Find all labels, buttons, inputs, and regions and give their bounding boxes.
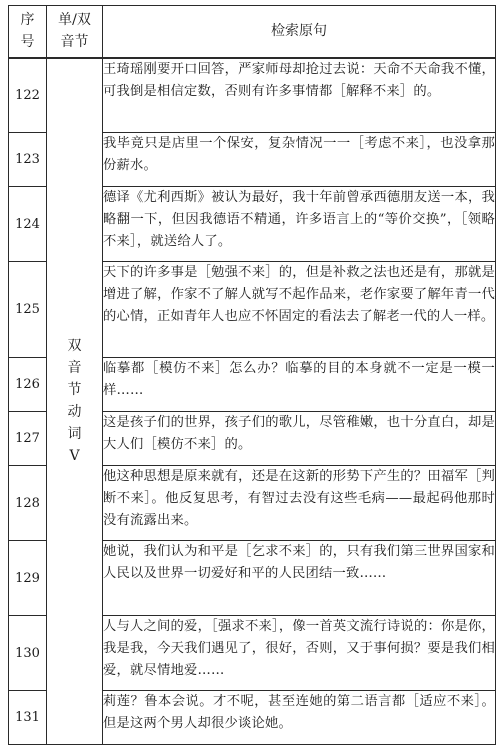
header-source-sentence: 检索原句 bbox=[103, 6, 496, 58]
header-syllable-type bbox=[47, 6, 103, 58]
row-number: 124 bbox=[9, 187, 47, 262]
row-sentence: 人与人之间的爱，［强求不来］，像一首英文流行诗说的：你是你，我是我，今天我们遇见了，很好，否则，又于事何损？要是我们相爱，就尽情地爱…… bbox=[103, 616, 496, 691]
row-sentence: 她说，我们认为和平是［乞求不来］的，只有我们第三世界国家和人民以及世界一切爱好和平的人民团结一致…… bbox=[103, 541, 496, 616]
row-sentence: 德译《尤利西斯》被认为最好，我十年前曾承西德朋友送一本，我略翻一下，但因我德语不精通，许多语言上的“等价交换”，［领略不来］，就送给人了。 bbox=[103, 187, 496, 262]
row-number: 128 bbox=[9, 466, 47, 541]
table-row bbox=[9, 58, 496, 133]
row-number: 122 bbox=[9, 58, 47, 133]
row-sentence: 王琦瑶刚要开口回答，严家师母却抢过去说：天命不天命我不懂，可我倒是相信定数，否则有许多事情都［解释不来］的。 bbox=[103, 58, 496, 133]
corpus-table bbox=[8, 5, 496, 745]
header-serial-line2: 号 bbox=[20, 34, 35, 51]
row-sentence: 天下的许多事是［勉强不来］的，但是补救之法也还是有，那就是增进了解，作家不了解人就写不起作品来，老作家要了解年青一代的心情，正如青年人也应不怀固定的看法去了解老一代的人一样。 bbox=[103, 262, 496, 358]
category-char: 节 bbox=[67, 382, 82, 399]
row-sentence: 临摹都［模仿不来］怎么办？临摹的目的本身就不一定是一模一样…… bbox=[103, 358, 496, 412]
row-sentence: 这是孩子们的世界，孩子们的歌儿，尽管稚嫩，也十分直白，却是大人们［模仿不来］的。 bbox=[103, 412, 496, 466]
category-char: 双 bbox=[67, 338, 82, 355]
row-number: 129 bbox=[9, 541, 47, 616]
row-sentence: 我毕竟只是店里一个保安，复杂情况一一［考虑不来］，也没拿那份薪水。 bbox=[103, 133, 496, 187]
header-serial-no bbox=[9, 6, 47, 58]
category-char: 动 bbox=[67, 404, 82, 421]
table-header-row bbox=[9, 6, 496, 58]
category-char: 词 bbox=[67, 426, 82, 443]
header-serial-line1: 序 bbox=[20, 12, 35, 29]
category-char: V bbox=[69, 448, 80, 465]
row-number: 123 bbox=[9, 133, 47, 187]
row-sentence: 莉莲？鲁本会说。才不呢，甚至连她的第二语言都［适应不来］。但是这两个男人却很少谈论她。 bbox=[103, 691, 496, 745]
row-number: 125 bbox=[9, 262, 47, 358]
row-sentence: 他这种思想是原来就有，还是在这新的形势下产生的？田福军［判断不来］。他反复思考，有智过去没有这些毛病——最起码他那时没有流露出来。 bbox=[103, 466, 496, 541]
category-cell bbox=[47, 58, 103, 745]
row-number: 126 bbox=[9, 358, 47, 412]
row-number: 130 bbox=[9, 616, 47, 691]
header-syllable-line1: 单/双 bbox=[58, 12, 91, 29]
category-char: 音 bbox=[67, 360, 82, 377]
row-number: 127 bbox=[9, 412, 47, 466]
row-number: 131 bbox=[9, 691, 47, 745]
header-syllable-line2: 音节 bbox=[60, 34, 89, 51]
